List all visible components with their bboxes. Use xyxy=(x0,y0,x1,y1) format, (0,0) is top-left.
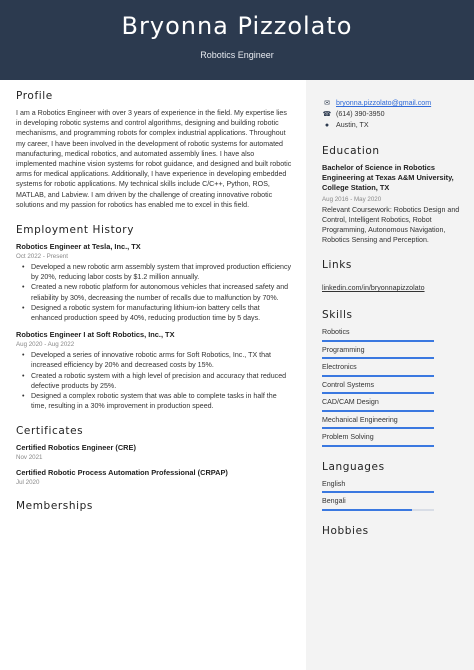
profile-text: I am a Robotics Engineer with over 3 years of experience in the field. My expertise lies in developing robotic systems and control algorithms, designing and building robotic mechanisms, and programming robots for complex industrial applications. Throughout my career, I have been involved in the development of robotic systems for automated manufacturing, medical robotics, and automated assembly lines. I have also implemented machine vision systems for robot guidance, and designed and built robotic arms for medical applications. Additionally, I have experience in developing embedded systems for robotic applications. My technical skills include C/C++, Python, ROS, MATLAB, and Labview. I am driven by the challenge of creating innovative robotic solutions and my passion for robotics has enabled me to excel in this field. xyxy=(16,109,292,209)
language-level-fill xyxy=(322,491,434,493)
skill-item xyxy=(322,415,460,430)
skill-level-fill xyxy=(322,392,434,394)
job-bullet: • Designed a complex robotic system that was able to complete tasks in half the time, resulting in a 30% improvement in production speed. xyxy=(16,391,292,411)
skill-level-fill xyxy=(322,375,434,377)
education-section xyxy=(322,145,460,245)
job-entry xyxy=(16,330,292,411)
employment-section xyxy=(16,224,292,411)
contact-phone-row xyxy=(322,109,460,120)
certificate-name: Certified Robotic Process Automation Professional (CRPAP) xyxy=(16,468,228,478)
certificates-heading: Certificates xyxy=(16,425,84,438)
education-date: Aug 2016 - May 2020 xyxy=(322,195,382,203)
job-title: Robotics Engineer at Tesla, Inc., TX xyxy=(16,242,141,252)
languages-section xyxy=(322,461,460,511)
skill-level-fill xyxy=(322,445,434,447)
profile-heading: Profile xyxy=(16,90,53,102)
skill-label: Mechanical Engineering xyxy=(322,415,398,424)
links-section xyxy=(322,259,460,295)
certificate-date: Nov 2021 xyxy=(16,454,43,462)
skill-label: Control Systems xyxy=(322,380,375,389)
skill-label: CAD/CAM Design xyxy=(322,398,379,407)
job-entry xyxy=(16,242,292,323)
skill-item xyxy=(322,380,460,395)
sidebar-content xyxy=(322,98,460,551)
language-item xyxy=(322,496,460,511)
contact-section xyxy=(322,98,460,131)
skill-level-bar xyxy=(322,375,434,377)
resume-header xyxy=(0,0,474,80)
skill-item xyxy=(322,432,460,447)
job-bullet: • Created a robotic system with a high level of precision and accuracy that reduced defective products by 25%. xyxy=(16,371,292,391)
skill-level-bar xyxy=(322,392,434,394)
skill-level-fill xyxy=(322,340,434,342)
languages-list xyxy=(322,479,460,511)
job-title: Robotics Engineer I at Soft Robotics, Inc., TX xyxy=(16,330,175,340)
certificate-entry xyxy=(16,468,292,486)
job-bullet: • Developed a series of innovative robotic arms for Soft Robotics, Inc., TX that increased efficiency by 20% and decreased costs by 15%. xyxy=(16,350,292,370)
skill-level-bar xyxy=(322,340,434,342)
skill-label: Programming xyxy=(322,345,365,354)
phone-text: (614) 390-3950 xyxy=(336,110,385,118)
education-heading: Education xyxy=(322,145,380,157)
phone-icon: ☎ xyxy=(322,111,332,118)
certificates-section xyxy=(16,425,292,486)
skill-level-bar xyxy=(322,445,434,447)
candidate-title: Robotics Engineer xyxy=(200,50,274,60)
skill-level-fill xyxy=(322,427,434,429)
certificate-date: Jul 2020 xyxy=(16,479,40,487)
language-level-bar xyxy=(322,509,434,511)
hobbies-heading: Hobbies xyxy=(322,524,369,537)
job-bullet: • Created a new robotic platform for autonomous vehicles that increased safety and reliability by 30%, decreasing the number of recalls due to malfunction by 70%. xyxy=(16,282,292,302)
main-column xyxy=(16,90,292,526)
employment-heading: Employment History xyxy=(16,224,135,237)
skills-heading: Skills xyxy=(322,309,353,322)
skill-item xyxy=(322,397,460,412)
sidebar xyxy=(306,80,474,670)
skills-section xyxy=(322,309,460,447)
envelope-icon: ✉ xyxy=(324,100,330,107)
location-text: Austin, TX xyxy=(336,121,369,129)
location-pin-icon: ● xyxy=(324,122,330,129)
memberships-section xyxy=(16,500,292,512)
job-bullet: • Designed a robotic system for manufacturing lithium-ion battery cells that enhanced production speed by 40%, reducing production time by 5 days. xyxy=(16,303,292,323)
certificate-entry xyxy=(16,443,292,461)
job-bullets xyxy=(16,350,292,411)
skill-label: Electronics xyxy=(322,363,357,372)
email-link[interactable]: bryonna.pizzolato@gmail.com xyxy=(336,99,432,107)
skill-item xyxy=(322,362,460,377)
language-level-bar xyxy=(322,491,434,493)
candidate-name: Bryonna Pizzolato xyxy=(121,12,353,40)
job-bullets xyxy=(16,262,292,323)
language-item xyxy=(322,479,460,494)
language-label: English xyxy=(322,479,346,488)
skill-level-fill xyxy=(322,357,434,359)
skill-label: Problem Solving xyxy=(322,433,374,442)
skill-level-fill xyxy=(322,410,434,412)
education-degree: Bachelor of Science in Robotics Engineering at Texas A&M University, College Station, TX xyxy=(322,163,454,193)
job-date: Aug 2020 - Aug 2022 xyxy=(16,341,75,349)
certificate-name: Certified Robotics Engineer (CRE) xyxy=(16,443,136,453)
hobbies-section xyxy=(322,525,460,537)
skill-level-bar xyxy=(322,410,434,412)
languages-heading: Languages xyxy=(322,460,385,473)
job-date: Oct 2022 - Present xyxy=(16,253,68,261)
linkedin-link[interactable]: linkedin.com/in/bryonnapizzolato xyxy=(322,284,425,293)
education-coursework: Relevant Coursework: Robotics Design and Control, Intelligent Robotics, Robot Programming, Autonomous Navigation, Robotics Sensing and Perception. xyxy=(322,205,460,245)
skill-item xyxy=(322,345,460,360)
language-level-fill xyxy=(322,509,412,511)
skill-item xyxy=(322,327,460,342)
language-label: Bengali xyxy=(322,497,346,506)
job-bullet: • Developed a new robotic arm assembly system that improved production efficiency by 20%, reducing labor costs by $1.2 million annually. xyxy=(16,262,292,282)
skill-level-bar xyxy=(322,427,434,429)
profile-section xyxy=(16,90,292,210)
skills-list xyxy=(322,327,460,447)
memberships-heading: Memberships xyxy=(16,500,93,513)
links-heading: Links xyxy=(322,259,352,272)
contact-email-row xyxy=(322,98,460,109)
contact-location-row xyxy=(322,120,460,131)
skill-level-bar xyxy=(322,357,434,359)
skill-label: Robotics xyxy=(322,328,350,337)
